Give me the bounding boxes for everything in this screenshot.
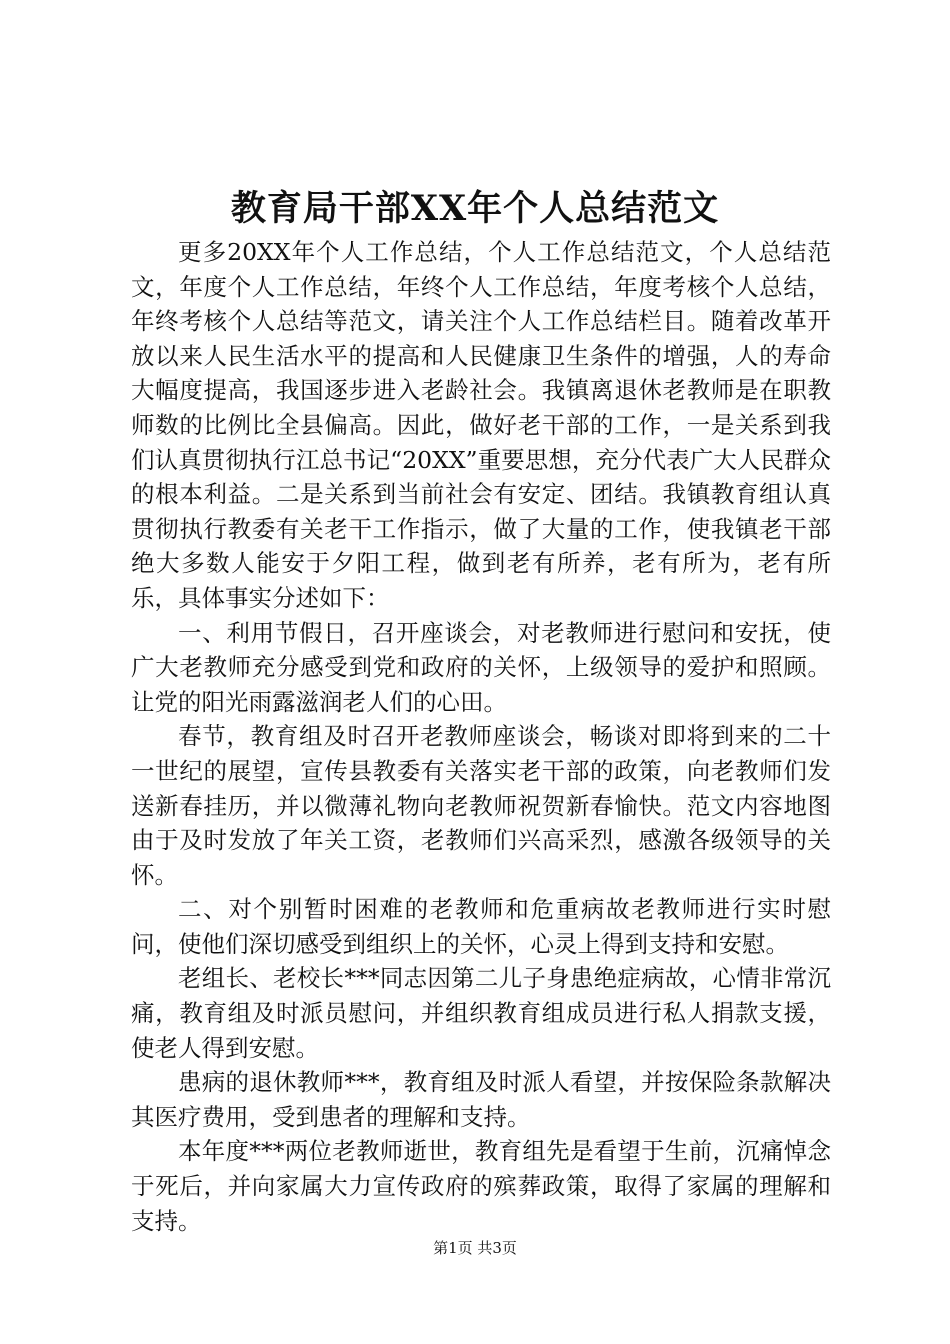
paragraph-deceased-teachers: 本年度***两位老教师逝世，教育组先是看望于生前，沉痛悼念于死后，并向家属大力宣传政府的殡葬政策，取得了家属的理解和支持。	[131, 1137, 831, 1235]
page-indicator: 第1页 共3页	[433, 1239, 517, 1257]
paragraph-intro: 更多20XX年个人工作总结，个人工作总结范文，个人总结范文，年度个人工作总结，年终个人工作总结，年度考核个人总结，年终考核个人总结等范文，请关注个人工作总结栏目。随着改革开放以来人民生活水平的提高和人民健康卫生条件的增强，人的寿命大幅度提高，我国逐步进入老龄社会。我镇离退休老教师是在职教师数的比例比全县偏高。因此，做好老干部的工作，一是关系到我们认真贯彻执行江总书记“20XX”重要思想，充分代表广大人民群众的根本利益。二是关系到当前社会有安定、团结。我镇教育组认真贯彻执行教委有关老干工作指示，做了大量的工作，使我镇老干部绝大多数人能安于夕阳工程，做到老有所养，老有所为，老有所乐，具体事实分述如下：	[131, 238, 831, 612]
paragraph-old-principal: 老组长、老校长***同志因第二儿子身患绝症病故，心情非常沉痛，教育组及时派员慰问，并组织教育组成员进行私人捐款支援，使老人得到安慰。	[131, 964, 831, 1062]
page-title: 教育局干部XX年个人总结范文	[230, 188, 720, 229]
paragraph-section-two: 二、对个别暂时困难的老教师和危重病故老教师进行实时慰问，使他们深切感受到组织上的关怀，心灵上得到支持和安慰。	[131, 895, 831, 958]
paragraph-spring-festival: 春节，教育组及时召开老教师座谈会，畅谈对即将到来的二十一世纪的展望，宣传县教委有关落实老干部的政策，向老教师们发送新春挂历，并以微薄礼物向老教师祝贺新春愉快。范文内容地图由于及时发放了年关工资，老教师们兴高采烈，感激各级领导的关怀。	[131, 722, 831, 889]
paragraph-sick-teacher: 患病的退休教师***，教育组及时派人看望，并按保险条款解决其医疗费用，受到患者的理解和支持。	[131, 1068, 831, 1131]
paragraph-section-one: 一、利用节假日，召开座谈会，对老教师进行慰问和安抚，使广大老教师充分感受到党和政府的关怀，上级领导的爱护和照顾。让党的阳光雨露滋润老人们的心田。	[131, 618, 831, 716]
document-body	[131, 235, 831, 1238]
